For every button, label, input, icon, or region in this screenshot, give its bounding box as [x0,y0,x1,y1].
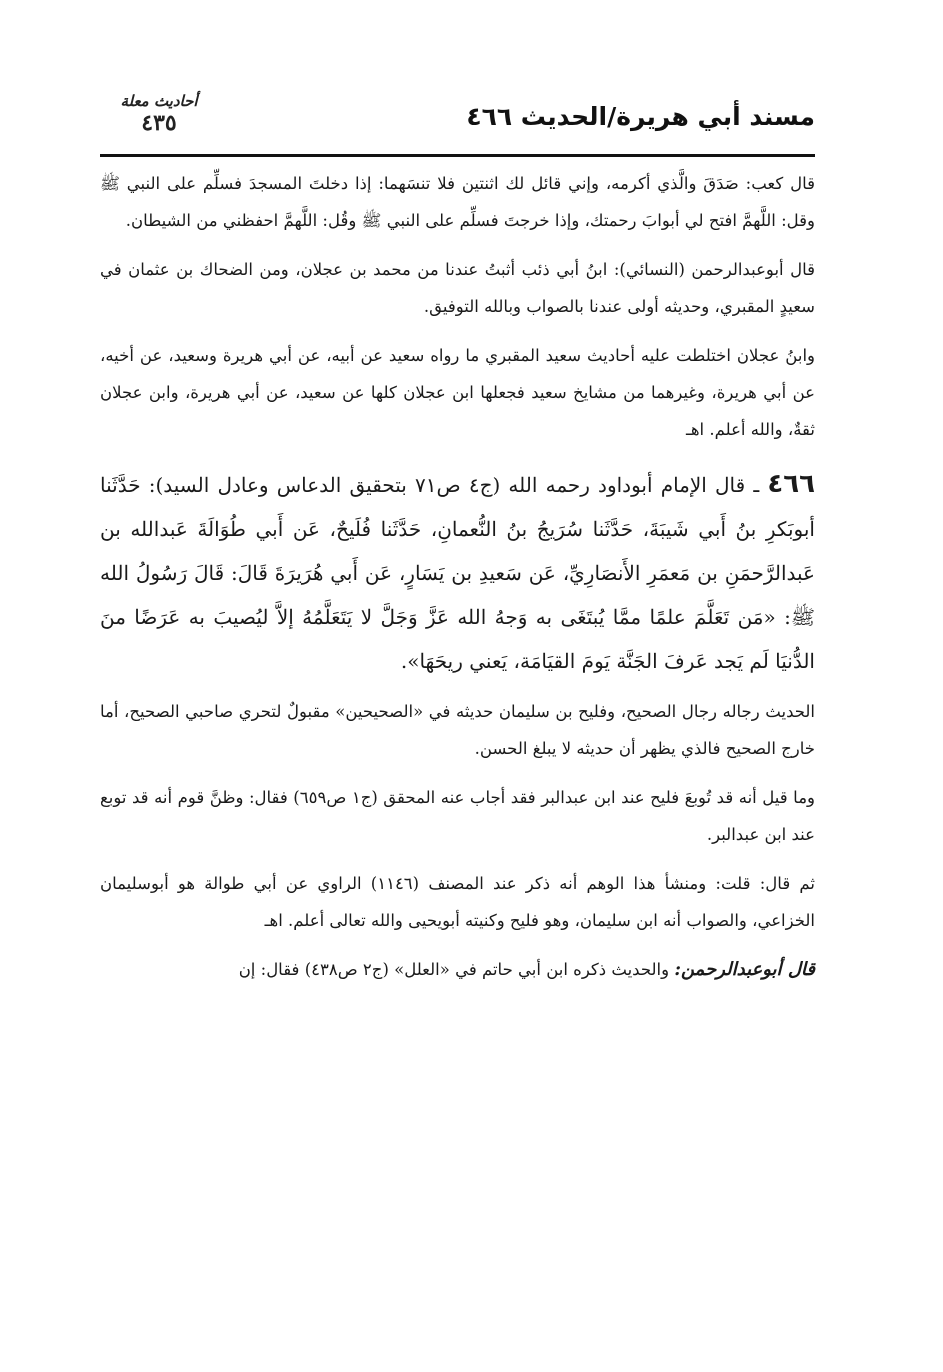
comment-narrators: الحديث رجاله رجال الصحيح، وفليح بن سليمان حديثه في «الصحيحين» مقبولٌ لتحري صاحبي الصحيح، أما خارج الصحيح فالذي يظهر أن حديثه لا يبلغ الحسن. [100,702,815,758]
paragraph-nasai: قال أبوعبدالرحمن (النسائي): ابنُ أبي ذئب أثبتُ عندنا من محمد بن عجلان، ومن الضحاك بن عثمان في سعيدٍ المقبري، وحديثه أولى عندنا بالصواب وبالله التوفيق. [100,260,815,316]
page-number: ٤٣٥ [141,110,177,136]
paragraph-kaab: قال كعب: صَدَقَ والَّذي أكرمه، وإني قائل لك اثنتين فلا تنسَهما: إذا دخلتَ المسجدَ فسلِّم على النبي ﷺ وقل: اللَّهمَّ افتح لي أبوابَ رحمتك، وإذا خرجتَ فسلِّم على النبي ﷺ وقُل: اللَّهمَّ احفظني من الشيطان. [100,174,815,230]
hadith-text: قال الإمام أبوداود رحمه الله (ج٤ ص٧١ بتحقيق الدعاس وعادل السيد): حَدَّثَنا أبوبَكرِ بنُ أَبي شَيبَةَ، حَدَّثَنا سُرَيجُ بنُ النُّعمانِ، حَدَّثَنا فُلَيحٌ، عَن أَبي طُوَالَةَ عَبدالله بن عَبدالرَّحمَنِ بن مَعمَرِ الأَنصَارِيِّ، عَن سَعيدِ بن يَسَارٍ، عَن أَبي هُرَيرَةَ قَالَ: قَالَ رَسُولُ الله ﷺ: «مَن تَعَلَّمَ علمًا ممَّا يُبتَغَى به وَجهُ الله عَزَّ وَجَلَّ لا يَتَعَلَّمُهُ إلاَّ ليُصيبَ به عَرَضًا منَ الدُّنيَا لَم يَجد عَرفَ الجَنَّة يَومَ القيَامَة، يَعني ريحَهَا». [100,473,815,673]
hadith-number: ٤٦٦ [767,469,816,499]
hadith-block [100,462,815,683]
comment-ibn-abdilbarr: وما قيل أنه قد تُوبعَ فليح عند ابن عبدالبر فقد أجاب عنه المحقق (ج١ ص٦٥٩) فقال: وظنَّ قوم أنه قد توبع عند ابن عبدالبر. [100,788,816,844]
page-marker [100,92,218,136]
final-text: والحديث ذكره ابن أبي حاتم في «العلل» (ج٢ ص٤٣٨) فقال: إن [238,960,670,979]
running-title: مسند أبي هريرة/الحديث ٤٦٦ [466,102,815,131]
comment-origin-of-error: ثم قال: قلت: ومنشأ هذا الوهم أنه ذكر عند المصنف (١١٤٦) الراوي عن أبي طوالة هو أبوسليمان الخزاعي، والصواب أنه ابن سليمان، وهو فليح وكنيته أبويحيى والله تعالى أعلم. اهـ [100,874,815,930]
paragraph-ibn-ajlan: وابنُ عجلان اختلطت عليه أحاديث سعيد المقبري ما رواه سعيد عن أبيه، عن أبي هريرة وسعيد، عن أخيه، عن أبي هريرة، وغيرهما من مشايخ سعيد فجعلها ابن عجلان كلها عن سعيد، عن أبي هريرة، وابن عجلان ثقةٌ، والله أعلم. اهـ [100,346,815,439]
page-header [100,92,815,157]
author-speaker: قال أبوعبدالرحمن: [674,959,815,980]
final-paragraph [100,951,815,988]
page [100,92,815,1362]
page-body [100,157,815,988]
hadith-dash: ـ [745,473,760,497]
book-tag: أحاديث معلة [120,92,198,110]
